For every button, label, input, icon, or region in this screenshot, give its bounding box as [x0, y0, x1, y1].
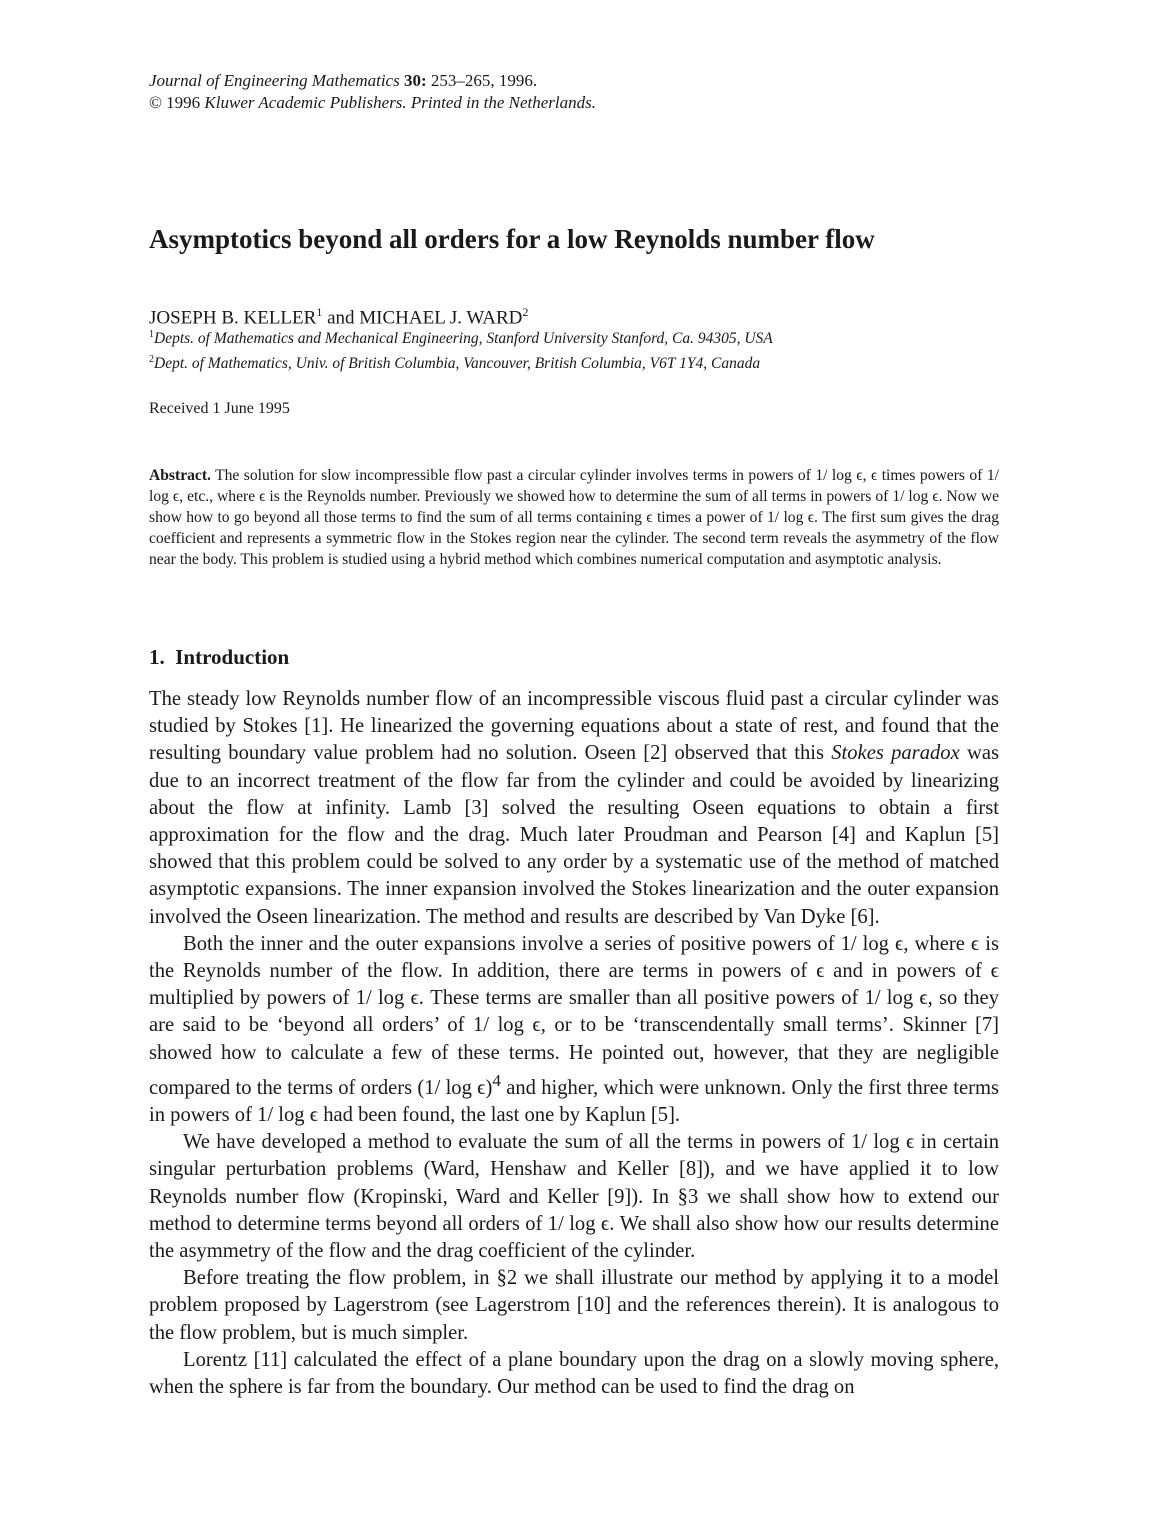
section-title: Introduction [175, 645, 290, 669]
abstract-text: The solution for slow incompressible flow past a circular cylinder involves terms in powers of 1/ log ϵ, ϵ times powers of 1/ log ϵ, etc., where ϵ is the Reynolds number. Previously we showed how to determine the sum of all terms in powers of 1/ log ϵ. Now we show how to go beyond all those terms to find the sum of all terms containing ϵ times a power of 1/ log ϵ. The first sum gives the drag coefficient and represents a symmetric flow in the Stokes region near the cylinder. The second term reveals the asymmetry of the flow near the body. This problem is studied using a hybrid method which combines numerical computation and asymptotic analysis. [149, 467, 999, 568]
paragraph-4: Before treating the flow problem, in §2 we shall illustrate our method by applying it to a model problem proposed by Lagerstrom (see Lagerstrom [10] and the references therein). It is analogous to the flow problem, but is much simpler. [149, 1267, 999, 1344]
paragraph-1-text-b: was due to an incorrect treatment of the flow far from the cylinder and could be avoided by linearizing about the flow at infinity. Lamb [3] solved the resulting Oseen equations to obtain a first approximation for the flow and the drag. Much later Proudman and Pearson [4] and Kaplun [5] showed that this problem could be solved to any order by a systematic use of the method of matched asymptotic expansions. The inner expansion involved the Stokes linearization and the outer expansion involved the Oseen linearization. The method and results are described by Van Dyke [6]. [149, 742, 999, 928]
journal-name: Journal of Engineering Mathematics [149, 71, 400, 90]
affiliation-1 [149, 324, 773, 349]
publisher-name: Kluwer Academic Publishers. [204, 93, 407, 112]
stokes-paradox-term: Stokes paradox [831, 742, 960, 765]
author-conjunction: and [327, 307, 355, 329]
affiliation-1-text: Depts. of Mathematics and Mechanical Engineering, Stanford University Stanford, Ca. 94305, USA [154, 330, 773, 348]
copyright-year: 1996 [166, 93, 201, 112]
section-heading [149, 644, 289, 670]
author-keller: JOSEPH B. KELLER [149, 307, 317, 329]
author-keller-sup: 1 [316, 305, 323, 319]
abstract [149, 465, 999, 570]
journal-citation-line [149, 70, 596, 92]
journal-volume: 30: [403, 71, 427, 90]
received-date: Received 1 June 1995 [149, 400, 290, 417]
paragraph-2-text-b: and higher, which were unknown. Only the first three terms in powers of 1/ log ϵ had been found, the last one by Kaplun [5]. [149, 1076, 999, 1126]
paragraph-3: We have developed a method to evaluate the sum of all the terms in powers of 1/ log ϵ in certain singular perturbation problems (Ward, Henshaw and Keller [8]), and we have applied it to low Reynolds number flow (Kropinski, Ward and Keller [9]). In §3 we shall show how to extend our method to determine terms beyond all orders of 1/ log ϵ. We shall also show how our results determine the asymmetry of the flow and the drag coefficient of the cylinder. [149, 1131, 999, 1262]
paper-title: Asymptotics beyond all orders for a low Reynolds number flow [149, 224, 875, 254]
journal-header [149, 70, 596, 114]
affiliations [149, 324, 773, 374]
paragraph-2 [149, 931, 999, 1129]
paragraph-1 [149, 686, 999, 931]
section-number: 1. [149, 645, 165, 669]
affiliation-2-text: Dept. of Mathematics, Univ. of British Columbia, Vancouver, British Columbia, V6T 1Y4, Canada [154, 355, 761, 373]
journal-pages-year: 253–265, 1996. [430, 71, 538, 90]
paragraph-2-text-a: Both the inner and the outer expansions involve a series of positive powers of 1/ log ϵ, where ϵ is the Reynolds number of the flow. In addition, there are terms in powers of ϵ and in powers of ϵ multiplied by powers of 1/ log ϵ. These terms are smaller than all positive powers of 1/ log ϵ, so they are said to be ‘beyond all orders’ of 1/ log ϵ, or to be ‘transcendentally small terms’. Skinner [7] showed how to calculate a few of these terms. He pointed out, however, that they are negligible compared to the terms of orders [149, 932, 999, 1099]
affiliation-2-sup: 2 [149, 354, 154, 366]
paragraph-2-exponent: 4 [492, 1070, 501, 1090]
copyright-line [149, 92, 596, 114]
paragraph-2-math: (1/ log ϵ) [417, 1076, 493, 1099]
copyright-symbol: © [149, 93, 162, 112]
body-text [149, 686, 999, 1401]
author-ward: MICHAEL J. WARD [359, 307, 523, 329]
printed-location: Printed in the Netherlands. [410, 93, 597, 112]
affiliation-2 [149, 349, 773, 374]
affiliation-1-sup: 1 [149, 329, 154, 340]
author-ward-sup: 2 [522, 305, 529, 319]
paragraph-1-text-a: The steady low Reynolds number flow of an incompressible viscous fluid past a circular cylinder was studied by Stokes [1]. He linearized the governing equations about a state of rest, and found that the resulting boundary value problem had no solution. Oseen [2] observed that this [149, 688, 999, 765]
abstract-label: Abstract. [149, 467, 211, 484]
paragraph-5: Lorentz [11] calculated the effect of a plane boundary upon the drag on a slowly moving sphere, when the sphere is far from the boundary. Our method can be used to find the drag on [149, 1348, 999, 1398]
